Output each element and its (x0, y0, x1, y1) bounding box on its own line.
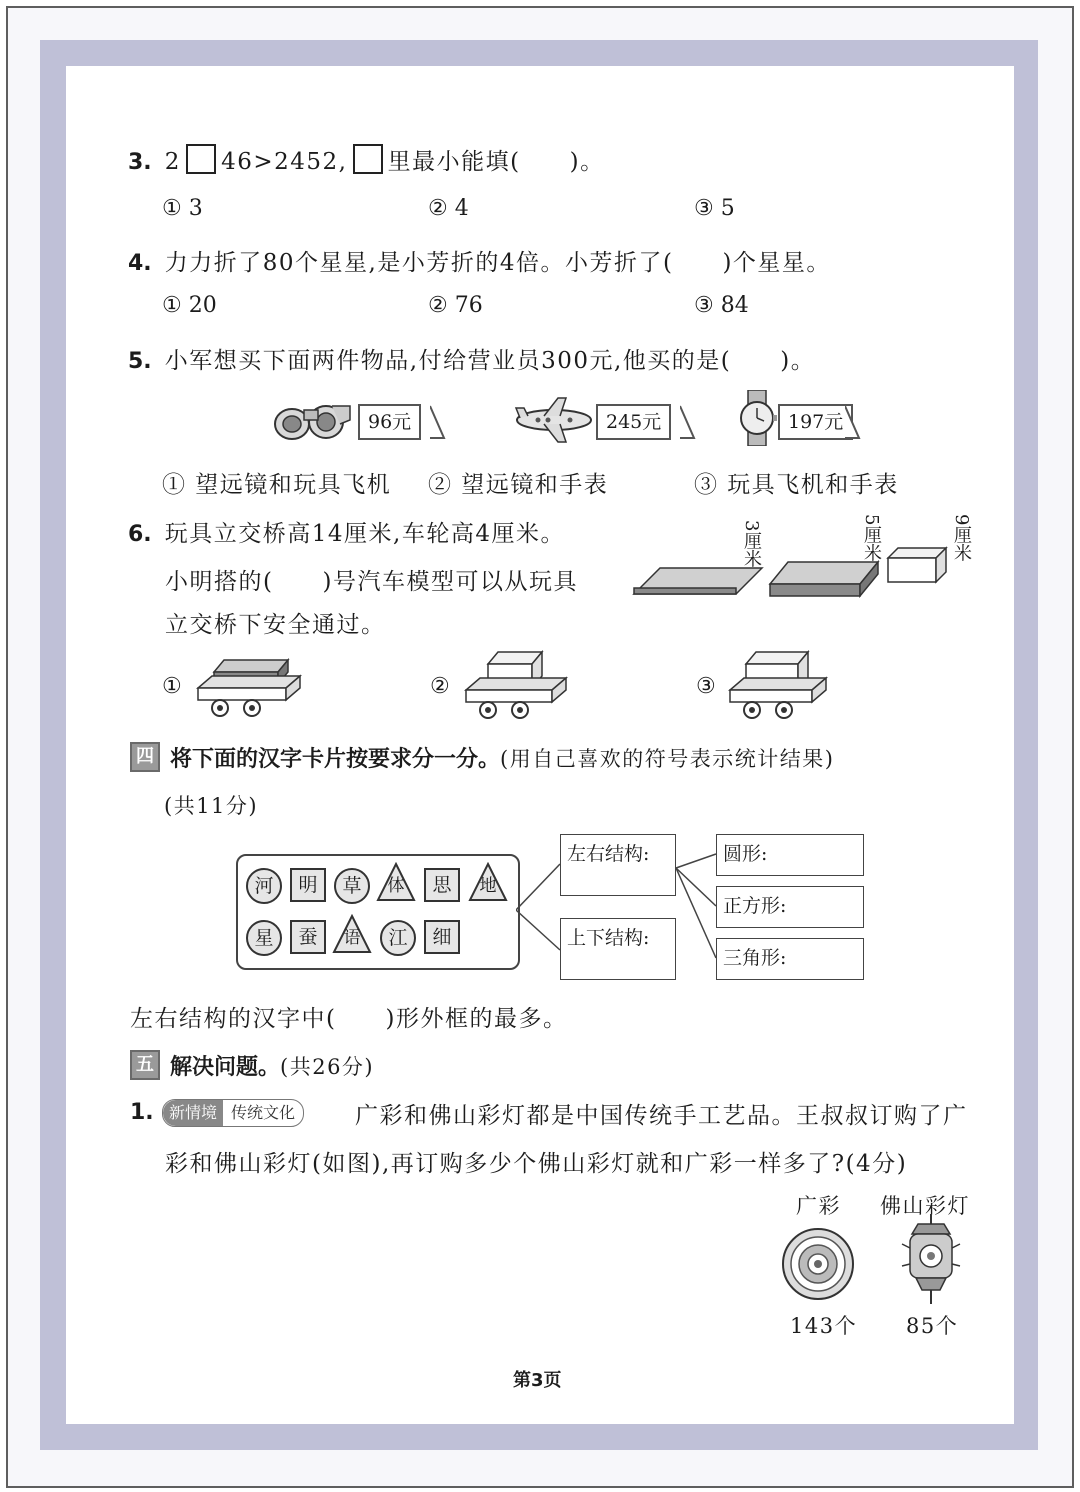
section-5-title (170, 1050, 374, 1081)
section-4-title (170, 742, 834, 773)
hanzi-card-circle[interactable]: 草 (334, 868, 370, 904)
section-score: (共26分) (280, 1055, 375, 1079)
top-bottom-structure-box[interactable] (560, 918, 676, 980)
section-5-icon: 五 (130, 1050, 160, 1080)
section-4-score: (共11分) (164, 794, 259, 818)
hanzi-card-triangle[interactable] (332, 914, 372, 954)
hanzi-card-circle[interactable]: 河 (246, 868, 282, 904)
question-text-line2: 彩和佛山彩灯(如图),再订购多少个佛山彩灯就和广彩一样多了?(4分) (165, 1151, 908, 1177)
option-3[interactable]: ③ (696, 674, 716, 699)
price-tag-stand (845, 404, 861, 440)
hanzi-card-circle[interactable]: 星 (246, 920, 282, 956)
block-label: 5厘米 (861, 514, 882, 562)
item-label: 广彩 (796, 1194, 841, 1218)
question-text-line3: 立交桥下安全通过。 (165, 612, 386, 638)
question-text-part3: 里最小能填( )。 (387, 149, 605, 175)
hanzi-char: 语 (343, 928, 361, 948)
hanzi-card-square[interactable]: 细 (424, 920, 460, 954)
option-1[interactable]: ① 3 (162, 196, 203, 221)
option-2[interactable]: ② (430, 674, 450, 699)
price-label: 96元 (368, 411, 412, 433)
option-1[interactable]: ① (162, 674, 182, 699)
toy-airplane-icon (514, 396, 594, 444)
price-tag (358, 404, 421, 440)
height-blocks-diagram (632, 518, 977, 598)
square-shape-box[interactable] (716, 886, 864, 928)
question-4 (128, 244, 831, 277)
question-text: 小军想买下面两件物品,付给营业员300元,他买的是( )。 (164, 348, 816, 374)
page-number: 第3页 (513, 1370, 562, 1391)
question-number: 1. (130, 1100, 154, 1125)
option-3[interactable]: ③ 5 (694, 196, 735, 221)
option-1[interactable]: ① 20 (162, 293, 217, 318)
option-3[interactable]: ③ 84 (694, 293, 749, 318)
car-model-2-icon (460, 648, 570, 720)
badge-traditional-culture: 传统文化 (231, 1103, 296, 1122)
porcelain-plate-icon (780, 1226, 856, 1302)
section-4-icon: 四 (130, 742, 160, 772)
lantern-icon (898, 1214, 964, 1306)
triangle-shape-box[interactable] (716, 938, 864, 980)
option-2[interactable]: ② 4 (428, 196, 469, 221)
box-label: 正方形: (723, 895, 787, 917)
option-3[interactable]: ③ 玩具飞机和手表 (694, 472, 899, 498)
question-3 (128, 143, 605, 176)
question-number: 3. (128, 150, 152, 175)
question-text-line1: 玩具立交桥高14厘米,车轮高4厘米。 (164, 521, 565, 547)
left-right-structure-box[interactable] (560, 834, 676, 896)
binoculars-icon (272, 398, 354, 444)
hanzi-card-square[interactable]: 蚕 (290, 920, 326, 954)
section-title-note: (用自己喜欢的符号表示统计结果) (500, 747, 835, 771)
hanzi-card-triangle[interactable] (376, 862, 416, 902)
question-number: 4. (128, 251, 152, 276)
hanzi-card-triangle[interactable] (468, 862, 508, 902)
question-text-part2: 46>2452, (221, 149, 348, 175)
box-label: 圆形: (723, 843, 768, 865)
price-label: 197元 (788, 411, 844, 433)
hanzi-card-circle[interactable]: 江 (380, 920, 416, 956)
option-1[interactable]: ① 望远镜和玩具飞机 (162, 472, 392, 498)
price-tag (596, 404, 671, 440)
question-text-part1: 2 (164, 149, 181, 175)
price-tag-stand (680, 404, 696, 440)
hanzi-char: 地 (479, 876, 497, 896)
badge-new-context: 新情境 (163, 1100, 223, 1126)
circle-shape-box[interactable] (716, 834, 864, 876)
item-label: 佛山彩灯 (880, 1194, 970, 1218)
section-title: 将下面的汉字卡片按要求分一分。 (170, 747, 501, 772)
box-label: 上下结构: (567, 927, 650, 949)
blank-box[interactable] (186, 144, 216, 174)
question-text: 力力折了80个星星,是小芳折的4倍。小芳折了( )个星星。 (164, 250, 831, 276)
option-2[interactable]: ② 望远镜和手表 (428, 472, 609, 498)
context-badge (162, 1099, 304, 1127)
hanzi-card-square[interactable]: 明 (290, 868, 326, 902)
question-number: 5. (128, 349, 152, 374)
question-text-line1: 广彩和佛山彩灯都是中国传统手工艺品。王叔叔订购了广 (355, 1103, 968, 1129)
section-4-question: 左右结构的汉字中( )形外框的最多。 (130, 1006, 568, 1032)
blank-box[interactable] (353, 144, 383, 174)
car-model-3-icon (726, 648, 836, 720)
question-6 (128, 515, 565, 548)
block-label: 9厘米 (951, 514, 972, 562)
item-count: 85个 (906, 1314, 959, 1338)
price-tag-stand (430, 404, 446, 440)
item-count: 143个 (790, 1314, 858, 1338)
block-label: 3厘米 (741, 520, 762, 568)
price-label: 245元 (606, 411, 662, 433)
wristwatch-icon (738, 390, 778, 446)
question-5 (128, 342, 815, 375)
question-number: 6. (128, 522, 152, 547)
question-text-line2: 小明搭的( )号汽车模型可以从玩具 (165, 569, 578, 595)
option-2[interactable]: ② 76 (428, 293, 483, 318)
box-label: 三角形: (723, 947, 787, 969)
section-title: 解决问题。 (170, 1055, 281, 1080)
price-tag (778, 404, 853, 440)
hanzi-card-square[interactable]: 思 (424, 868, 460, 902)
box-label: 左右结构: (567, 843, 650, 865)
hanzi-char: 体 (387, 876, 405, 896)
car-model-1-icon (194, 654, 304, 720)
